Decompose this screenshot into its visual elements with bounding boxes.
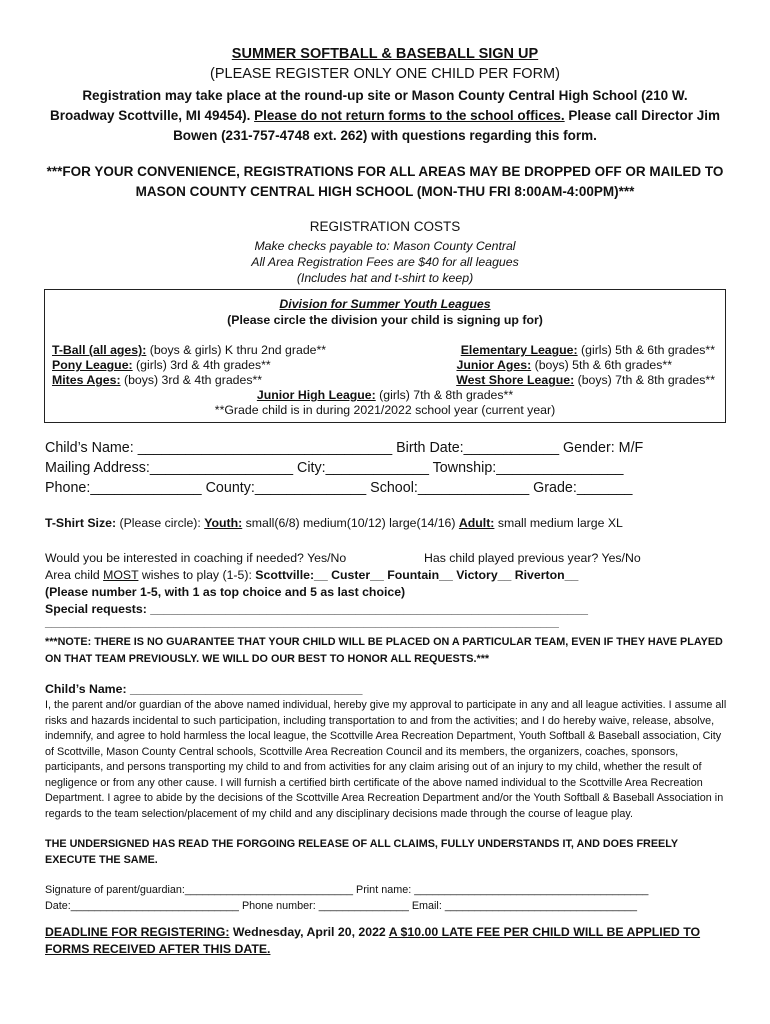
convenience-notice: ***FOR YOUR CONVENIENCE, REGISTRATIONS FOR ALL AREAS MAY BE DROPPED OFF OR MAILED TO MASON COUNTY CENTRAL HIGH SCHOOL (MON-THU FRI 8:00AM-4:00PM)*** <box>46 164 724 199</box>
division-tball-text: (boys & girls) K thru 2nd grade** <box>146 343 327 357</box>
played-question[interactable]: Has child played previous year? Yes/No <box>424 551 641 565</box>
area-options[interactable]: Scottville:__ Custer__ Fountain__ Victory__ Riverton__ <box>255 568 579 582</box>
intro-warning: Please do not return forms to the school offices. <box>254 108 565 123</box>
division-mites-text: (boys) 3rd & 4th grades** <box>120 373 263 387</box>
division-mites-label: Mites Ages: <box>52 373 121 387</box>
costs-details <box>0 238 770 286</box>
division-heading: Division for Summer Youth Leagues <box>279 297 491 311</box>
tshirt-adult-sizes[interactable]: small medium large XL <box>494 516 623 530</box>
area-text-a: Area child <box>45 568 104 582</box>
tshirt-adult-label: Adult: <box>458 516 495 530</box>
division-pony[interactable] <box>52 358 271 372</box>
tshirt-youth-sizes[interactable]: small(6/8) medium(10/12) large(14/16) <box>242 516 459 530</box>
late-fee-notice: A $10.00 LATE FEE PER CHILD WILL BE APPLIED TO FORMS RECEIVED AFTER THIS DATE. <box>45 925 701 956</box>
waiver-release-text: I, the parent and/or guardian of the above named individual, hereby give my approval to participate in any and all league activities. I assume all risks and hazards incidental to such participation, including transportation to and from the activities; and I do hereby waive, release, absolve, indemnify, and agree to hold harmless the local league, the Scottville Area Recreation Department, Youth Softball & Baseball association, City of Scottville, Mason County Central schools, Scottville Area Recreation Council and its members, the organizers, coaches, sponsors, participants, and persons transporting my child to and from activities for any claim arising out of an injury to my child, whether the result of negligence or from any other cause. I will furnish a certified birth certificate of the above named individual to the Scottville Area Recreation Department. I agree to abide by the decisions of the Scottville Area Recreation Department and/or the Youth Softball & Baseball Association in regards to the team selection/placement of my child and any disciplinary decisions made through the course of league play. <box>45 699 727 820</box>
intro-contact: Please call Director Jim Bowen (231-757-4748 ext. 262) with questions regarding this form. <box>173 108 720 143</box>
signature-line[interactable]: Signature of parent/guardian:____________________________ Print name: _______________________________________ <box>45 884 649 896</box>
division-junior-high-text: (girls) 7th & 8th grades** <box>375 388 514 402</box>
intro-paragraph <box>50 86 720 146</box>
division-mites[interactable] <box>52 373 262 387</box>
costs-heading: REGISTRATION COSTS <box>309 219 461 234</box>
division-junior-high-label: Junior High League: <box>256 388 376 402</box>
special-requests-field[interactable]: Special requests: ________________________________________________________________ <box>45 602 588 616</box>
division-pony-text: (girls) 3rd & 4th grades** <box>132 358 271 372</box>
deadline-notice <box>45 924 735 958</box>
tshirt-label: T-Shirt Size: <box>45 516 117 530</box>
division-elementary[interactable] <box>461 343 715 357</box>
tshirt-hint: (Please circle): <box>116 516 205 530</box>
costs-line-fees: All Area Registration Fees are $40 for all leagues <box>251 255 519 269</box>
division-tball[interactable] <box>52 343 326 357</box>
intro-location: Registration may take place at the round-up site or Mason County Central High School (210 W. Broadway Scottville, MI 49454). <box>50 88 688 123</box>
tshirt-size-line[interactable] <box>45 516 623 530</box>
form-title: SUMMER SOFTBALL & BASEBALL SIGN UP <box>231 46 539 62</box>
tshirt-youth-label: Youth: <box>204 516 243 530</box>
costs-line-payable: Make checks payable to: Mason County Central <box>254 239 516 253</box>
division-westshore-label: West Shore League: <box>456 373 575 387</box>
waiver-child-name-field[interactable]: Child’s Name: __________________________________ <box>45 682 363 696</box>
costs-line-includes: (Includes hat and t-shirt to keep) <box>296 271 474 285</box>
division-junior[interactable] <box>456 358 672 372</box>
form-subtitle: (PLEASE REGISTER ONLY ONE CHILD PER FORM) <box>210 66 560 82</box>
division-westshore-text: (boys) 7th & 8th grades** <box>574 373 715 387</box>
area-preference[interactable] <box>45 568 578 582</box>
deadline-date: Wednesday, April 20, 2022 <box>229 925 389 939</box>
placement-note: ***NOTE: THERE IS NO GUARANTEE THAT YOUR CHILD WILL BE PLACED ON A PARTICULAR TEAM, EVEN IF THEY HAVE PLAYED ON THAT TEAM PREVIOUSLY. WE WILL DO OUR BEST TO HONOR ALL REQUESTS.*** <box>45 636 723 665</box>
division-tball-label: T-Ball (all ages): <box>52 343 147 357</box>
area-text-b: wishes to play (1-5): <box>138 568 256 582</box>
division-subheading: (Please circle the division your child is signing up for) <box>227 313 543 327</box>
division-pony-label: Pony League: <box>52 358 133 372</box>
division-elementary-label: Elementary League: <box>460 343 578 357</box>
area-most: MOST <box>103 568 139 582</box>
child-info-line[interactable]: Child’s Name: ________________________________ Birth Date:____________ Gender: M/F <box>45 440 644 456</box>
deadline-label: DEADLINE FOR REGISTERING: <box>45 925 230 939</box>
division-elementary-text: (girls) 5th & 6th grades** <box>577 343 715 357</box>
phone-line[interactable]: Phone:______________ County:______________ School:______________ Grade:_______ <box>45 480 633 496</box>
division-grade-note: **Grade child is in during 2021/2022 school year (current year) <box>214 403 556 417</box>
division-junior-high[interactable] <box>45 388 725 402</box>
waiver-undersigned: THE UNDERSIGNED HAS READ THE FORGOING RELEASE OF ALL CLAIMS, FULLY UNDERSTANDS IT, AND DOES FREELY EXECUTE THE SAME. <box>45 838 678 866</box>
coaching-question[interactable]: Would you be interested in coaching if needed? Yes/No <box>45 551 347 565</box>
date-phone-email-line[interactable]: Date:____________________________ Phone number: _______________ Email: ________________________________ <box>45 900 637 912</box>
division-junior-text: (boys) 5th & 6th grades** <box>531 358 672 372</box>
division-junior-label: Junior Ages: <box>456 358 532 372</box>
division-westshore[interactable] <box>456 373 715 387</box>
address-line[interactable]: Mailing Address:__________________ City:_____________ Township:________________ <box>45 460 624 476</box>
rank-instruction: (Please number 1-5, with 1 as top choice and 5 as last choice) <box>45 585 406 599</box>
special-requests-line[interactable]: ____________________________________________________________________________________ <box>45 617 559 629</box>
division-box <box>44 289 726 423</box>
